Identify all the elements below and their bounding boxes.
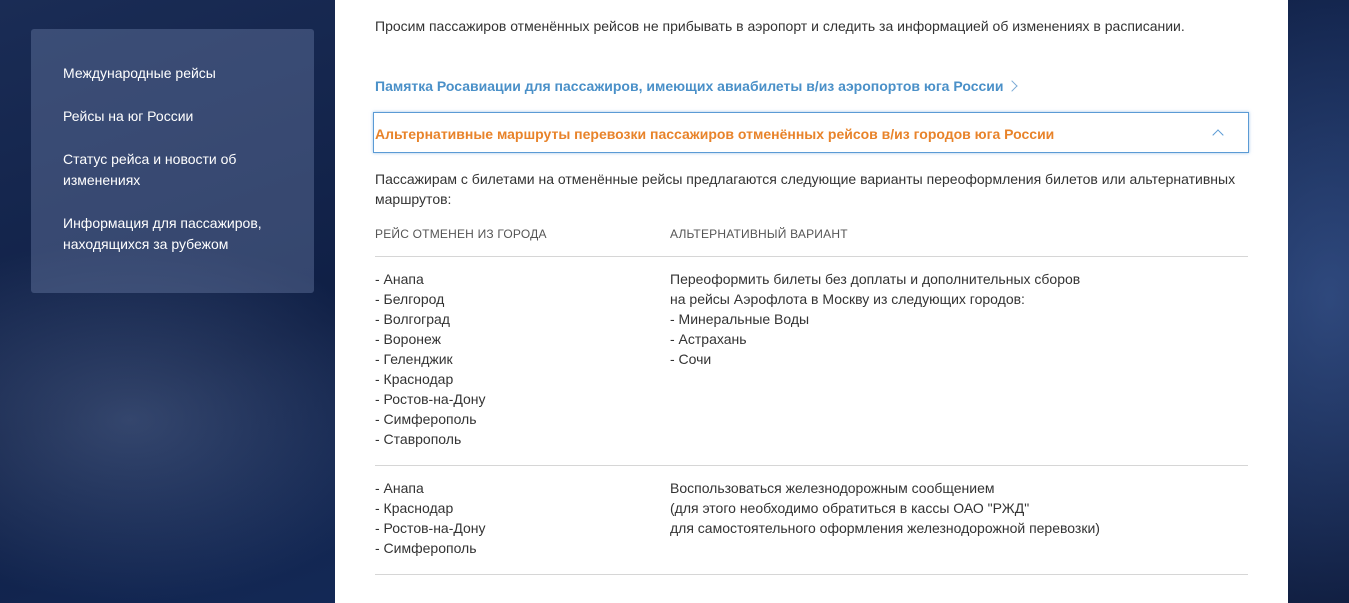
city-item: - Краснодар [375, 371, 454, 387]
alternative-line: Воспользоваться железнодорожным сообщением [670, 480, 995, 496]
alternative-option [670, 478, 1100, 538]
city-item: - Симферополь [375, 540, 477, 556]
city-item: - Ставрополь [375, 431, 462, 447]
city-item: - Ростов-на-Дону [375, 391, 486, 407]
main-content [335, 0, 1288, 603]
alternative-line: для самостоятельного оформления железнодорожной перевозки) [670, 520, 1100, 536]
table-row [375, 257, 1248, 466]
accordion-alternative-routes[interactable] [373, 112, 1249, 153]
rosaviatsia-memo-link[interactable] [375, 76, 1016, 96]
alternative-option [670, 269, 1080, 369]
sidebar-item-passengers-abroad[interactable]: Информация для пассажиров, находящихся за рубежом [63, 215, 262, 252]
city-item: - Геленджик [375, 351, 453, 367]
table-row [375, 466, 1248, 575]
alternative-line: (для этого необходимо обратиться в кассы ОАО "РЖД" [670, 500, 1030, 516]
city-item: - Симферополь [375, 411, 477, 427]
alternative-line: Переоформить билеты без доплаты и дополнительных сборов [670, 271, 1081, 287]
city-item: - Белгород [375, 291, 445, 307]
alternative-line: - Сочи [670, 351, 712, 367]
alternative-line: - Астрахань [670, 331, 747, 347]
sidebar-menu [31, 29, 314, 293]
sidebar-item-south-russia-flights[interactable]: Рейсы на юг России [63, 108, 194, 124]
city-item: - Ростов-на-Дону [375, 520, 486, 536]
cancelled-cities-list [375, 269, 486, 449]
alternative-line: - Минеральные Воды [670, 311, 810, 327]
memo-link-label: Памятка Росавиации для пассажиров, имеющих авиабилеты в/из аэропортов юга России [375, 78, 1004, 94]
intro-text: Просим пассажиров отменённых рейсов не прибывать в аэропорт и следить за информацией об изменениях в расписании. [375, 18, 1185, 34]
accordion-description: Пассажирам с билетами на отменённые рейсы предлагаются следующие варианты переоформления билетов или альтернативных маршрутов: [375, 171, 1236, 207]
chevron-up-icon[interactable] [1212, 129, 1223, 140]
cancelled-cities-list [375, 478, 486, 558]
sidebar-item-flight-status[interactable]: Статус рейса и новости об изменениях [63, 151, 237, 188]
column-header-cancelled-city: РЕЙС ОТМЕНЕН ИЗ ГОРОДА [375, 227, 547, 241]
alternative-line: на рейсы Аэрофлота в Москву из следующих городов: [670, 291, 1025, 307]
city-item: - Воронеж [375, 331, 441, 347]
city-item: - Анапа [375, 271, 424, 287]
accordion-title: Альтернативные маршруты перевозки пассажиров отменённых рейсов в/из городов юга России [375, 126, 1055, 142]
column-header-alternative: АЛЬТЕРНАТИВНЫЙ ВАРИАНТ [670, 227, 848, 241]
city-item: - Анапа [375, 480, 424, 496]
table-header [375, 226, 1248, 257]
sidebar-item-international-flights[interactable]: Международные рейсы [63, 65, 216, 81]
city-item: - Краснодар [375, 500, 454, 516]
chevron-right-icon [1007, 80, 1018, 91]
city-item: - Волгоград [375, 311, 450, 327]
